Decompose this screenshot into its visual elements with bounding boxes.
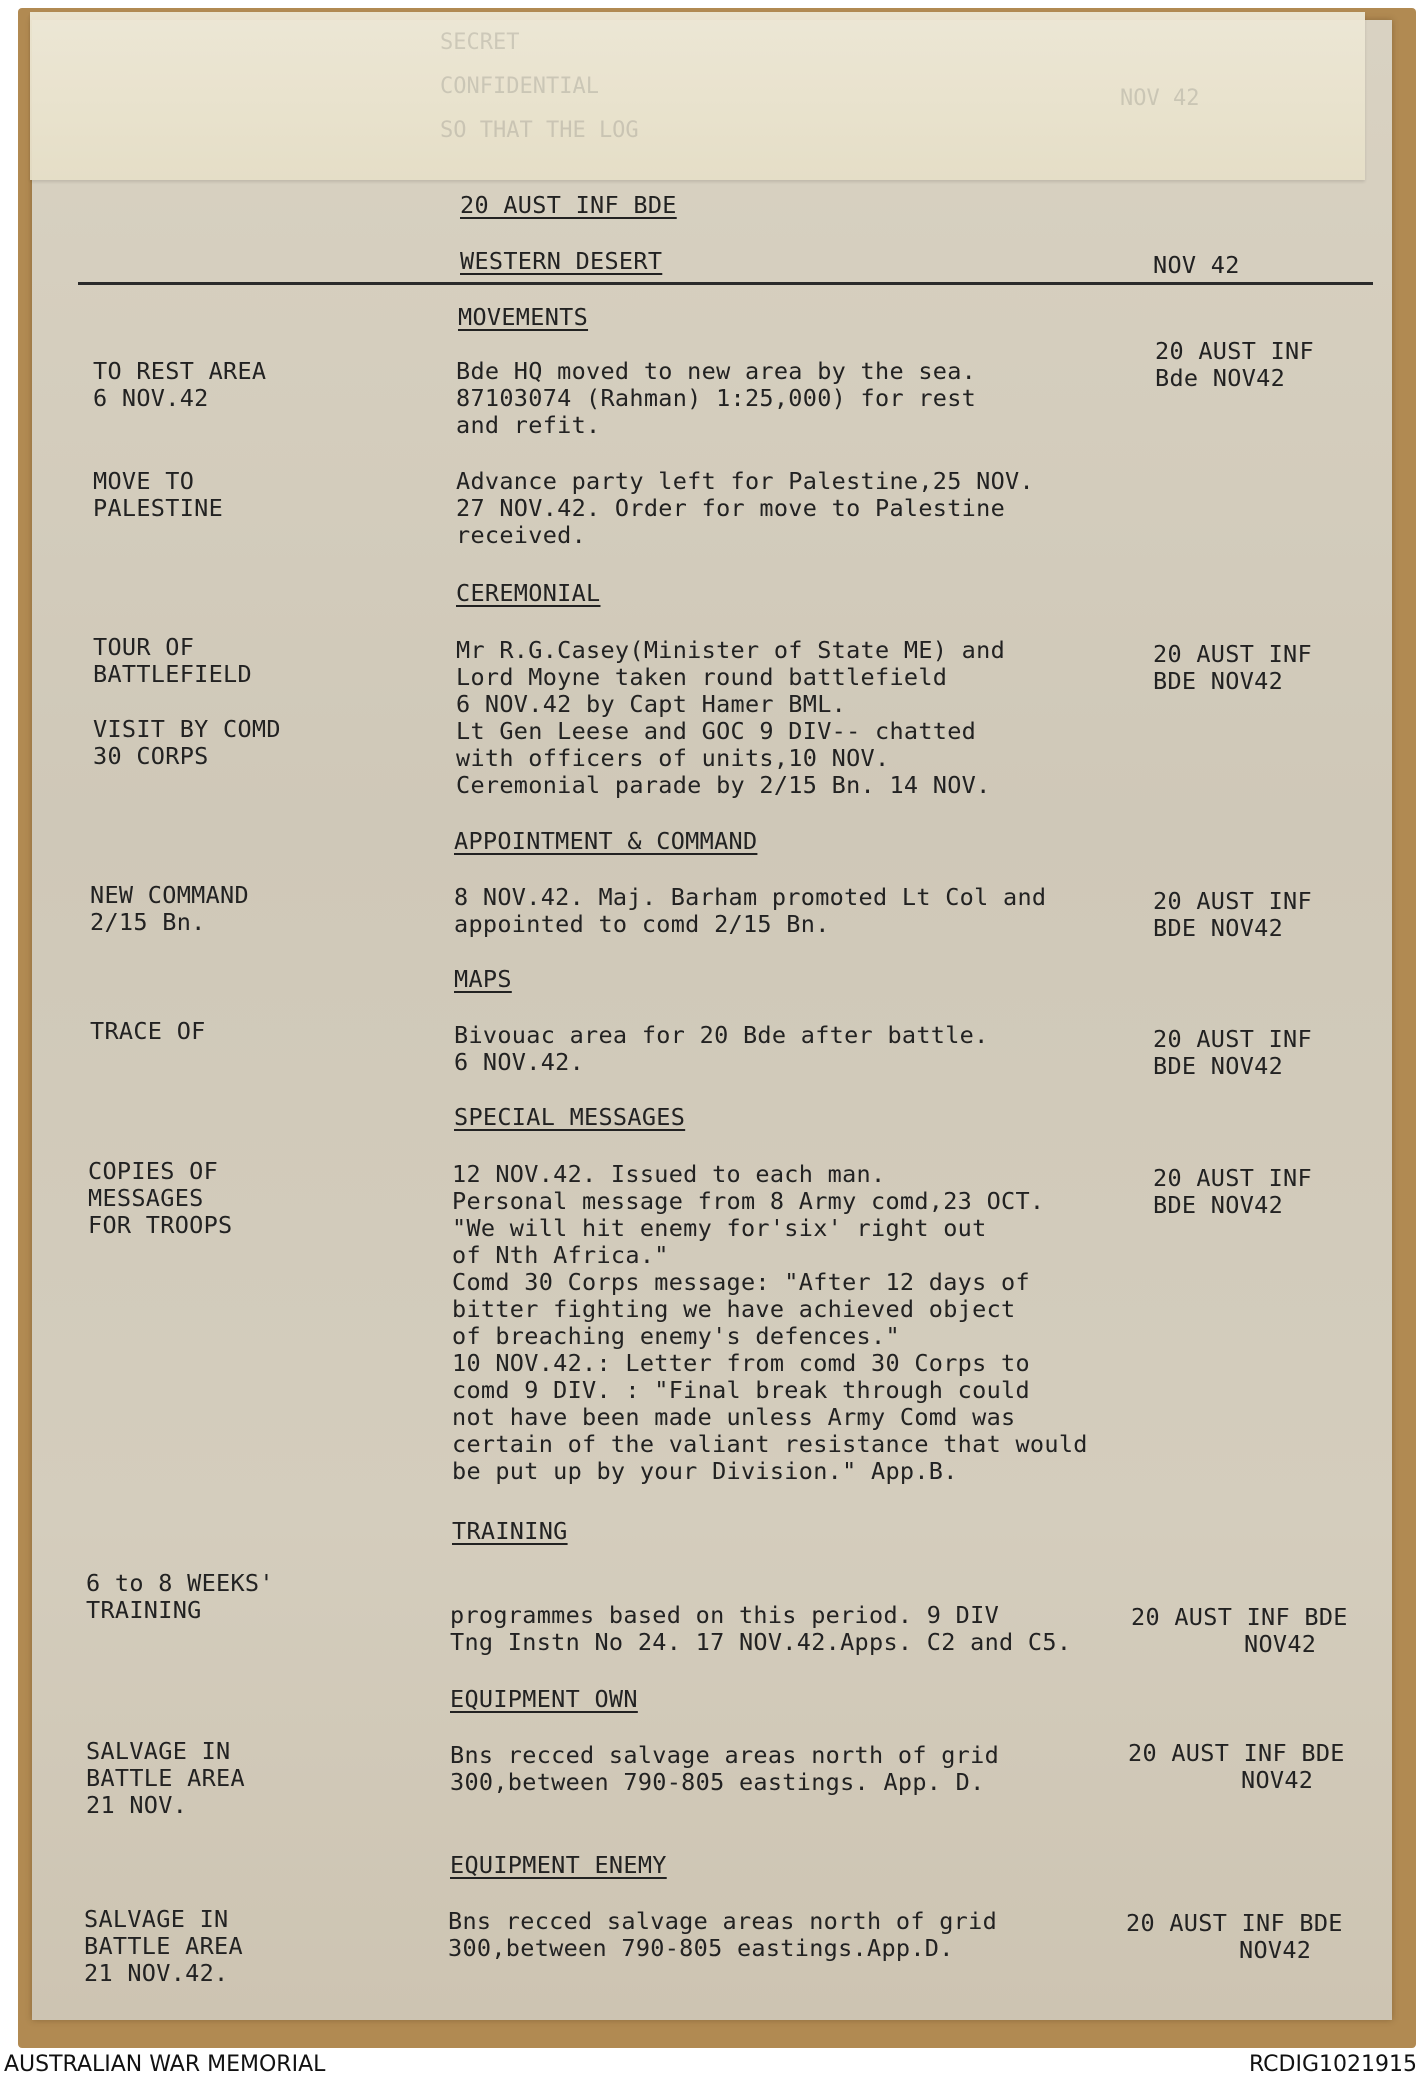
reference-note: 20 AUST INF BDE NOV42: [1153, 640, 1312, 695]
reference-note: 20 AUST INF Bde NOV42: [1155, 337, 1314, 392]
divider-rule: [78, 282, 1373, 285]
margin-note: SALVAGE IN BATTLE AREA 21 NOV.42.: [84, 1905, 243, 1987]
footer-record-id: RCDIG1021915: [1248, 2052, 1417, 2077]
section-heading: SPECIAL MESSAGES: [454, 1103, 686, 1131]
ghost-text: SO THAT THE LOG: [440, 118, 639, 143]
entry-body: programmes based on this period. 9 DIV Tng Instn No 24. 17 NOV.42.Apps. C2 and C5.: [450, 1601, 1072, 1656]
margin-note: TO REST AREA 6 NOV.42: [93, 357, 267, 412]
reference-note: 20 AUST INF BDE NOV42: [1131, 1603, 1348, 1658]
entry-body: 8 NOV.42. Maj. Barham promoted Lt Col and appointed to comd 2/15 Bn.: [454, 883, 1047, 938]
entry-body: 12 NOV.42. Issued to each man. Personal message from 8 Army comd,23 OCT. "We will hit enemy for'six' right out of Nth Africa." Comd 30 Corps message: "After 12 days of bitter fighting we have achieved object of breaching enemy's defences." 10 NOV.42.: Letter from comd 30 Corps to comd 9 DIV. : "Final break through could not have been made unless Army Comd was certain of the valiant resistance that would be put up by your Division." App.B.: [452, 1160, 1088, 1485]
entry-body: Lt Gen Leese and GOC 9 DIV-- chatted with officers of units,10 NOV. Ceremonial parade by 2/15 Bn. 14 NOV.: [456, 717, 991, 799]
margin-note: 6 to 8 WEEKS' TRAINING: [86, 1569, 274, 1624]
tape-strip: [30, 12, 1365, 180]
reference-note: 20 AUST INF BDE NOV42: [1126, 1909, 1343, 1964]
section-heading: CEREMONIAL: [456, 579, 601, 607]
margin-note: COPIES OF MESSAGES FOR TROOPS: [88, 1157, 233, 1239]
section-heading: EQUIPMENT ENEMY: [450, 1851, 667, 1879]
margin-note: TRACE OF: [90, 1017, 206, 1045]
section-heading: MAPS: [454, 965, 512, 993]
margin-note: MOVE TO PALESTINE: [93, 467, 224, 522]
date-heading: NOV 42: [1153, 251, 1240, 279]
page-title: 20 AUST INF BDE: [460, 191, 677, 219]
reference-note: 20 AUST INF BDE NOV42: [1153, 1025, 1312, 1080]
ghost-text: NOV 42: [1120, 86, 1200, 111]
reference-note: 20 AUST INF BDE NOV42: [1153, 1164, 1312, 1219]
entry-body: Bivouac area for 20 Bde after battle. 6 NOV.42.: [454, 1021, 989, 1076]
entry-body: Advance party left for Palestine,25 NOV. 27 NOV.42. Order for move to Palestine received.: [456, 467, 1034, 549]
ghost-text: CONFIDENTIAL: [440, 74, 599, 99]
footer-credit: AUSTRALIAN WAR MEMORIAL: [4, 2052, 326, 2077]
ghost-text: SECRET: [440, 30, 520, 55]
margin-note: SALVAGE IN BATTLE AREA 21 NOV.: [86, 1737, 245, 1819]
entry-body: Bns recced salvage areas north of grid 300,between 790-805 eastings.App.D.: [448, 1907, 998, 1962]
entry-body: Bns recced salvage areas north of grid 300,between 790-805 eastings. App. D.: [450, 1741, 1000, 1796]
location-heading: WESTERN DESERT: [460, 247, 663, 275]
document-sheet: [32, 20, 1392, 2020]
reference-note: 20 AUST INF BDE NOV42: [1128, 1739, 1345, 1794]
section-heading: TRAINING: [452, 1517, 568, 1545]
entry-body: Bde HQ moved to new area by the sea. 87103074 (Rahman) 1:25,000) for rest and refit.: [456, 357, 977, 439]
section-heading: MOVEMENTS: [458, 303, 589, 331]
reference-note: 20 AUST INF BDE NOV42: [1153, 887, 1312, 942]
section-heading: EQUIPMENT OWN: [450, 1685, 638, 1713]
section-heading: APPOINTMENT & COMMAND: [454, 827, 758, 855]
margin-note: NEW COMMAND 2/15 Bn.: [90, 881, 249, 936]
entry-body: Mr R.G.Casey(Minister of State ME) and Lord Moyne taken round battlefield 6 NOV.42 by Capt Hamer BML.: [456, 636, 1006, 718]
margin-note: TOUR OF BATTLEFIELD: [93, 633, 252, 688]
margin-note: VISIT BY COMD 30 CORPS: [93, 715, 281, 770]
